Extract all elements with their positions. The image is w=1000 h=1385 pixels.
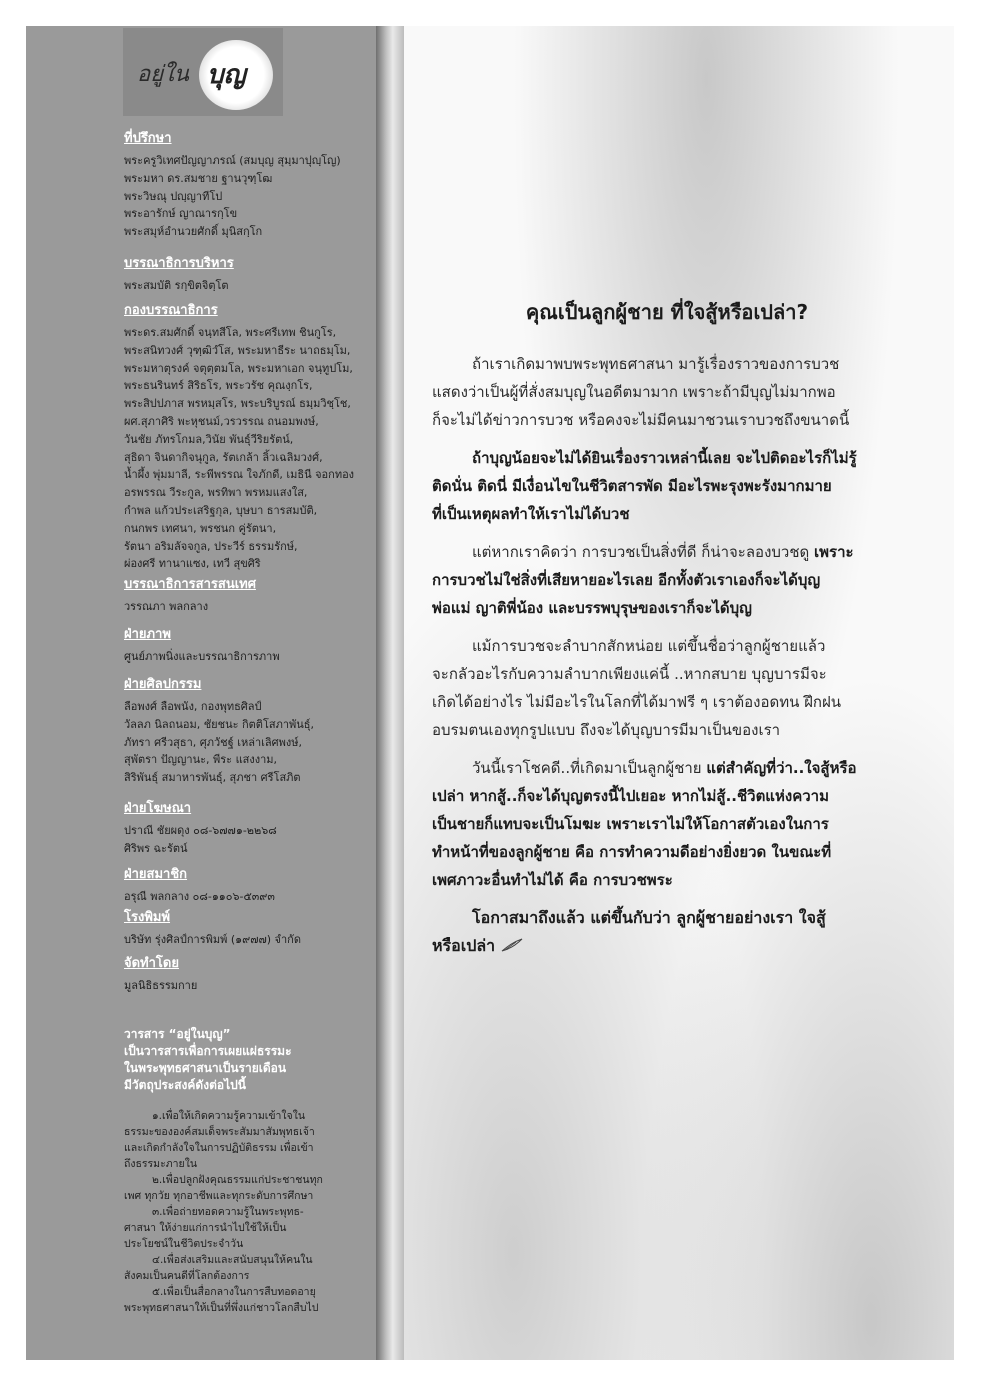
staff-line: พระวิษณุ ปญฺญาทีโป — [124, 189, 223, 203]
article-paragraph-2 — [432, 444, 902, 528]
intro-line: เป็นวารสารเพื่อการเผยแผ่ธรรมะ — [124, 1044, 292, 1058]
section-heading: ฝ่ายสมาชิก — [124, 867, 188, 882]
magazine-logo — [123, 28, 283, 116]
intro-line: วารสาร “อยู่ในบุญ” — [124, 1027, 231, 1041]
article-paragraph-4 — [432, 632, 902, 744]
staff-line: พระอารักษ์ ญาณารกฺโข — [124, 207, 238, 221]
paragraph-line: ถ้าเราเกิดมาพบพระพุทธศาสนา มารู้เรื่องราวของการบวช — [472, 355, 840, 373]
paragraph-line: เปล่า หากสู้..ก็จะได้บุญตรงนี้ไปเยอะ หากไม่สู้..ชีวิตแห่งความ — [432, 787, 829, 805]
staff-line: อรุณี พลกลาง ๐๘-๑๑๐๖-๕๓๙๓ — [124, 890, 275, 903]
staff-line: กนกพร เทศนา, พรชนก คู่รัตนา, — [124, 521, 277, 535]
article-paragraph-1 — [432, 350, 902, 434]
objective-line: ๕.เพื่อเป็นสื่อกลางในการสืบทอดอายุ — [152, 1286, 316, 1298]
objective-line: ธรรมะขององค์สมเด็จพระสัมมาสัมพุทธเจ้า — [124, 1126, 315, 1138]
feather-pen-icon — [501, 933, 523, 961]
staff-line: พระสมุห์อำนวยศักดิ์ มุนิสกฺโก — [124, 225, 263, 239]
staff-line: สิริพันธุ์ สมาหารพันธุ์, สุภชา ศรีโสภิต — [124, 771, 301, 785]
objective-line: พระพุทธศาสนาให้เป็นที่พึ่งแก่ชาวโลกสืบไป — [124, 1302, 319, 1314]
objective-line: ประโยชน์ในชีวิตประจำวัน — [124, 1238, 244, 1250]
masthead-sidebar — [26, 26, 376, 1360]
page-spine-shadow — [376, 26, 404, 1360]
objective-line: ๑.เพื่อให้เกิดความรู้ความเข้าใจใน — [152, 1110, 305, 1122]
staff-line: รัตนา อริมลัจจกูล, ประวีร์ ธรรมรักษ์, — [124, 539, 298, 553]
section-heading: ฝ่ายศิลปกรรม — [124, 677, 202, 692]
paragraph-line — [432, 932, 902, 961]
section-heading: โรงพิมพ์ — [124, 910, 171, 925]
staff-line: พระมหาตุรงค์ จตุตฺตมโล, พระมหาเอก จนฺทูปโม, — [124, 361, 353, 375]
masthead-art-dept — [124, 676, 369, 787]
article-body — [432, 296, 902, 971]
paragraph-line: ติดนั่น ติดนี่ มีเงื่อนไขในชีวิตสารพัด มีอะไรพะรุงพะรังมากมาย — [432, 477, 832, 495]
staff-line: วัลลภ นิลถนอม, ชัยชนะ กิตติโสภาพันธุ์, — [124, 717, 314, 731]
staff-line: พระสนิทวงศ์ วุฑฺฒิวํโส, พระมหาธีระ นาถธมฺโม, — [124, 343, 351, 357]
paragraph-line: เกิดได้อย่างไร ไม่มีอะไรในโลกที่ได้มาฟรี ๆ เราต้องอดทน ฝึกฝน — [432, 693, 842, 711]
staff-line: น้ำผึ้ง พุ่มมาลี, ระพีพรรณ ใจภักดี, เมธินี จอกทอง — [124, 468, 355, 482]
staff-line: ลือพงศ์ ลือพนัง, กองพุทธศิลป์ — [124, 700, 262, 713]
staff-line: สุธิดา จินดากิจนุกูล, รัตเกล้า ลิ้วเฉลิมวงศ์, — [124, 450, 323, 464]
staff-line: ผ่องศรี ทานาแซง, เทวี สุขศิริ — [124, 557, 261, 571]
staff-line: ปราณี ชัยผดุง ๐๘-๖๗๗๑-๒๒๖๘ — [124, 824, 277, 837]
logo-text-right: บุญ — [207, 60, 246, 90]
paragraph-line — [432, 754, 902, 782]
masthead-information-editor — [124, 576, 369, 616]
logo-text-left: อยู่ใน — [137, 62, 189, 87]
objective-line: ๓.เพื่อถ่ายทอดความรู้ในพระพุทธ- — [152, 1206, 304, 1218]
staff-line: ศูนย์ภาพนิ่งและบรรณาธิการภาพ — [124, 650, 280, 663]
staff-line: พระดร.สมศักดิ์ จนฺทสีโล, พระศรีเทพ ชินกูโร, — [124, 326, 337, 339]
masthead-photo-dept — [124, 626, 369, 666]
section-heading: บรรณาธิการบริหาร — [124, 256, 234, 271]
staff-line: ศิริพร ฉะรัตน์ — [124, 841, 188, 855]
paragraph-line: อบรมตนเองทุกรูปแบบ ถึงจะได้บุญบารมีมาเป็นของเรา — [432, 721, 781, 739]
masthead-printer — [124, 909, 369, 949]
section-heading: ฝ่ายโฆษณา — [124, 801, 192, 816]
masthead-advertising-dept — [124, 800, 369, 858]
paragraph-line: พ่อแม่ ญาติพี่น้อง และบรรพบุรุษของเราก็จะได้บุญ — [432, 599, 752, 617]
paragraph-line: ก็จะไม่ได้ข่าวการบวช หรือคงจะไม่มีคนมาชวนเราบวชถึงขนาดนี้ — [432, 411, 850, 429]
masthead-membership-dept — [124, 866, 369, 906]
staff-line: ผศ.สุภาศิริ พะหุชนม์,วรวรรณ ถนอมพงษ์, — [124, 414, 319, 428]
paragraph-text: วันนี้เราโชคดี..ที่เกิดมาเป็นลูกผู้ชาย — [472, 759, 707, 777]
paragraph-line: ทำหน้าที่ของลูกผู้ชาย คือ การทำความดีอย่างยิ่งยวด ในขณะที่ — [432, 843, 832, 861]
objective-line: และเกิดกำลังใจในการปฏิบัติธรรม เพื่อเข้า — [124, 1142, 314, 1154]
staff-line: พระสิปปภาส พรหมฺสโร, พระบริบูรณ์ ธมฺมวิชฺโช, — [124, 397, 351, 411]
article-paragraph-3 — [432, 538, 902, 622]
intro-line: ในพระพุทธศาสนาเป็นรายเดือน — [124, 1061, 287, 1075]
objective-line: ๔.เพื่อส่งเสริมและสนับสนุนให้คนใน — [152, 1254, 313, 1266]
section-heading: กองบรรณาธิการ — [124, 303, 218, 318]
staff-line: พระมหา ดร.สมชาย ฐานวุฑฺโฒ — [124, 171, 273, 185]
paragraph-line: เป็นชายก็แทบจะเป็นโมฆะ เพราะเราไม่ให้โอกาสตัวเองในการ — [432, 815, 829, 833]
paragraph-line: แสดงว่าเป็นผู้ที่สั่งสมบุญในอดีตมามาก เพราะถ้ามีบุญไม่มากพอ — [432, 383, 836, 401]
staff-line: สุพัตรา ปัญญานะ, พีระ แสงงาม, — [124, 753, 278, 767]
paragraph-line: จะกลัวอะไรกับความลำบากเพียงแค่นี้ ..หากสบาย บุญบารมีจะ — [432, 665, 827, 683]
paragraph-line: โอกาสมาถึงแล้ว แต่ขึ้นกับว่า ลูกผู้ชายอย่างเรา ใจสู้ — [472, 908, 826, 927]
magazine-objectives-list — [124, 1108, 369, 1316]
objective-line: ๒.เพื่อปลูกฝังคุณธรรมแก่ประชาชนทุก — [152, 1174, 323, 1186]
paragraph-line — [432, 538, 902, 566]
paragraph-emphasis: เพราะ — [814, 543, 854, 561]
staff-line: มูลนิธิธรรมกาย — [124, 979, 198, 992]
article-title: คุณเป็นลูกผู้ชาย ที่ใจสู้หรือเปล่า? — [525, 300, 809, 324]
paragraph-emphasis: แต่สำคัญที่ว่า..ใจสู้หรือ — [706, 759, 857, 777]
article-paragraph-6 — [432, 904, 902, 961]
paragraph-text: แต่หากเราคิดว่า การบวชเป็นสิ่งที่ดี ก็น่าจะลองบวชดู — [472, 543, 815, 561]
paragraph-line: เพศภาวะอื่นทำไม่ได้ คือ การบวชพระ — [432, 871, 673, 889]
staff-line: พระธนรินทร์ สิริธโร, พระวรัช คุณงฺกโร, — [124, 379, 313, 393]
intro-line: มีวัตถุประสงค์ดังต่อไปนี้ — [124, 1078, 246, 1092]
staff-line: ภัทรา ศรีวสุธา, ศุภวัชฐ์ เหล่าเลิศพงษ์, — [124, 735, 302, 749]
staff-line: อรพรรณ วีระกูล, พรทิพา พรหมแสงใส, — [124, 486, 308, 500]
paragraph-line: การบวชไม่ใช่สิ่งที่เสียหายอะไรเลย อีกทั้งตัวเราเองก็จะได้บุญ — [432, 571, 821, 589]
staff-line: บริษัท รุ่งศิลป์การพิมพ์ (๑๙๗๗) จำกัด — [124, 933, 301, 946]
objective-line: ศาสนา ให้ง่ายแก่การนำไปใช้ให้เป็น — [124, 1222, 287, 1234]
masthead-executive-editor — [124, 255, 369, 295]
section-heading: ฝ่ายภาพ — [124, 627, 171, 642]
objective-line: ถึงธรรมะภายใน — [124, 1158, 198, 1170]
masthead-publisher — [124, 955, 369, 995]
objective-line: สังคมเป็นคนดีที่โลกต้องการ — [124, 1270, 250, 1282]
section-heading: จัดทำโดย — [124, 956, 179, 971]
paragraph-line: แม้การบวชจะลำบากสักหน่อย แต่ขึ้นชื่อว่าลูกผู้ชายแล้ว — [472, 637, 826, 655]
staff-line: วรรณภา พลกลาง — [124, 600, 209, 613]
section-heading: บรรณาธิการสารสนเทศ — [124, 577, 256, 592]
masthead-advisors — [124, 130, 369, 241]
staff-line: กำพล แก้วประเสริฐกุล, บุษบา ธารสมบัติ, — [124, 503, 318, 517]
paragraph-line: ถ้าบุญน้อยจะไม่ได้ยินเรื่องราวเหล่านี้เลย จะไปติดอะไรก็ไม่รู้ — [472, 449, 857, 467]
paragraph-line: ที่เป็นเหตุผลทำให้เราไม่ได้บวช — [432, 505, 630, 523]
staff-line: พระสมบัติ รกฺขิตจิตฺโต — [124, 279, 229, 292]
paragraph-text: หรือเปล่า — [432, 936, 496, 955]
masthead-editorial-board — [124, 302, 369, 573]
article-paragraph-5 — [432, 754, 902, 894]
magazine-mission-intro — [124, 1026, 369, 1094]
staff-line: วันชัย ภัทรโกมล,วินัย พันธุ์วีริยรัตน์, — [124, 432, 294, 446]
objective-line: เพศ ทุกวัย ทุกอาชีพและทุกระดับการศึกษา — [124, 1190, 314, 1202]
staff-line: พระครูวิเทศปัญญาภรณ์ (สมบุญ สุมฺมาปุญฺโญ) — [124, 154, 341, 167]
section-heading: ที่ปรึกษา — [124, 131, 172, 146]
